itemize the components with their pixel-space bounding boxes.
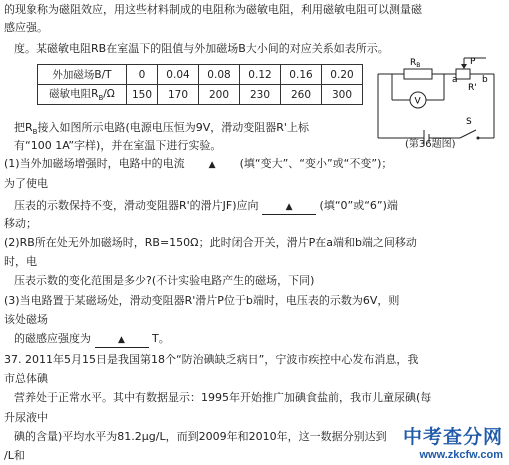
table-cell: 0.20 [322, 65, 363, 85]
table-cell: 0.16 [281, 65, 322, 85]
text-segment: (填“变大”、“变小”或“不变”)； [239, 157, 393, 170]
answer-blank [188, 157, 236, 172]
table-cell: 0 [127, 65, 158, 85]
problem-37-line: 37. 2011年5月15日是我国第18个“防治碘缺乏病日”，宁波市疾控中心发布消息，我 [4, 353, 419, 366]
problem-37-line-6: /L和 [4, 449, 25, 462]
table-cell: 170 [158, 85, 199, 105]
text-subscript: B [32, 128, 38, 137]
label-rb: $R_B$ [410, 58, 421, 69]
problem-37-line-5: 碘的含量)平均水平为81.2μg/L，而到2009年和2010年，这一数据分别达到 [14, 430, 387, 443]
table-cell: 230 [240, 85, 281, 105]
problem-37-line-2: 市总体碘 [4, 372, 48, 385]
rheostat [456, 69, 470, 79]
switch-contact [477, 137, 480, 140]
question-1-line-2: 为了使电 [4, 177, 48, 190]
answer-blank [262, 199, 316, 215]
row-label-text: 磁敏电阻R [49, 88, 99, 101]
data-table [37, 64, 363, 105]
table-row [38, 85, 363, 105]
circuit-diagram [372, 52, 509, 152]
label-s: S [466, 117, 472, 127]
question-3-line-3 [14, 332, 170, 348]
blank-marker: ▲ [208, 160, 216, 170]
answer-blank [95, 332, 149, 348]
table-row-label: 外加磁场B/T [38, 65, 127, 85]
label-b: b [482, 75, 488, 85]
table-cell: 260 [281, 85, 322, 105]
blank-marker: ▲ [118, 335, 125, 345]
table-cell: 300 [322, 85, 363, 105]
label-a: a [452, 75, 458, 85]
problem-37-line-3: 营养处于正常水平。其中有数据显示：1995年开始推广加碘食盐前，我市儿童尿碘(每 [14, 391, 432, 404]
question-3-line-2: 该处磁场 [4, 313, 48, 326]
table-cell: 200 [199, 85, 240, 105]
text-line-2: 感应强。 [4, 21, 48, 34]
question-1-line-3 [14, 199, 398, 215]
row-label-unit: /Ω [103, 88, 115, 101]
question-2-line-3: 压表示数的变化范围是多少?(不计实验电路产生的磁场，下同) [14, 274, 315, 287]
blank-marker: ▲ [285, 202, 293, 212]
resistor-rb [404, 69, 432, 79]
label-r: R' [468, 83, 477, 93]
table-cell: 0.08 [199, 65, 240, 85]
watermark-logo [403, 422, 503, 461]
question-3-line: (3)当电路置于某磁场处，滑动变阻器R'滑片P位于b端时，电压表的示数为6V，则 [4, 294, 400, 307]
text-segment: T。 [152, 332, 170, 345]
table-cell: 0.12 [240, 65, 281, 85]
question-2-line: (2)RB所在处无外加磁场时，RB=150Ω；此时闭合开关，滑片P在a端和b端之间移动 [4, 236, 417, 249]
slider-arrow-head [461, 64, 467, 69]
text-line-4 [14, 121, 309, 139]
table-row [38, 65, 363, 85]
text-segment: 把R [14, 121, 33, 134]
text-segment: (1)当外加磁场增强时，电路中的电流 [4, 157, 185, 170]
question-2-line-2: 时，电 [4, 255, 37, 268]
problem-37-line-4: 升尿液中 [4, 411, 48, 424]
text-line-3: 度。某磁敏电阻RB在室温下的阻值与外加磁场B大小间的对应关系如表所示。 [14, 42, 389, 55]
table-row-label [38, 85, 127, 105]
text-segment: 的磁感应强度为 [14, 332, 91, 345]
table-cell: 150 [127, 85, 158, 105]
text-line-1: 的现象称为磁阻效应，用这些材料制成的电阻称为磁敏电阻，利用磁敏电阻可以测量磁 [4, 3, 422, 16]
question-1-line-4: 移动； [4, 217, 37, 230]
text-line-5: 有“100 1A”字样)，并在室温下进行实验。 [14, 139, 222, 152]
text-segment: 压表的示数保持不变，滑动变阻器R'的滑片JF)应向 [14, 199, 259, 212]
watermark-title: 中考查分网 [402, 426, 503, 448]
question-1-line [4, 157, 392, 172]
text-segment: 接入如图所示电路(电源电压恒为9V，滑动变阻器R'上标 [37, 121, 309, 134]
figure-caption: (第36题图) [405, 139, 456, 150]
label-v: V [414, 96, 421, 107]
label-p: P [470, 57, 476, 67]
watermark-url: www.zkcfw.com [419, 449, 503, 461]
row-label-sub: B [98, 94, 104, 103]
switch-lever [460, 130, 476, 138]
text-segment: (填“0”或“6”)端 [319, 199, 398, 212]
table-cell: 0.04 [158, 65, 199, 85]
